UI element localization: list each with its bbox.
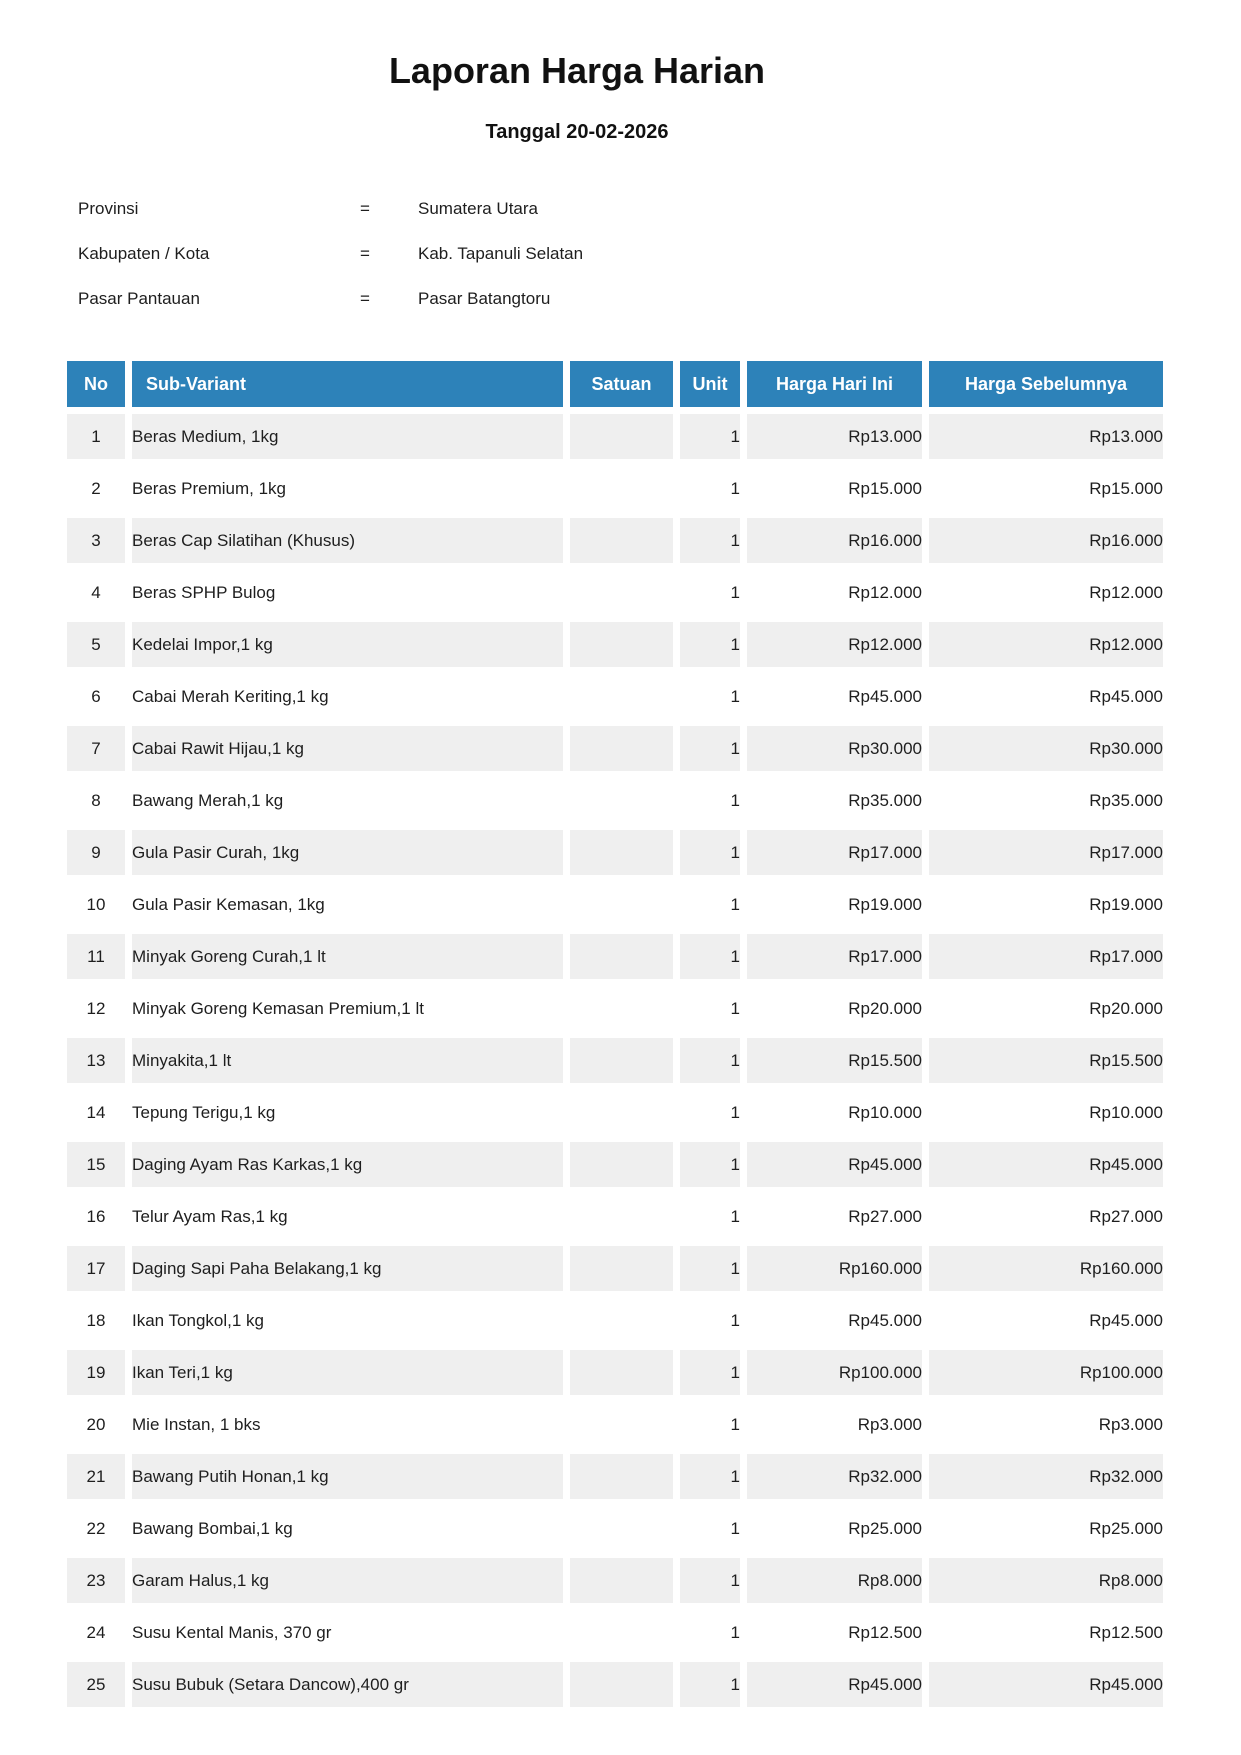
cell-satuan xyxy=(570,934,673,979)
cell-sub-variant: Beras SPHP Bulog xyxy=(132,570,563,615)
cell-sub-variant: Tepung Terigu,1 kg xyxy=(132,1090,563,1135)
cell-satuan xyxy=(570,1506,673,1551)
equals-sign: = xyxy=(360,198,370,218)
cell-unit: 1 xyxy=(680,518,740,563)
meta-row-kabupaten-kota xyxy=(0,231,1241,276)
table-row xyxy=(67,1662,1163,1707)
cell-harga-sebelumnya: Rp27.000 xyxy=(929,1194,1163,1239)
cell-harga-hari-ini: Rp27.000 xyxy=(747,1194,922,1239)
cell-unit: 1 xyxy=(680,830,740,875)
cell-harga-hari-ini: Rp15.000 xyxy=(747,466,922,511)
cell-unit: 1 xyxy=(680,882,740,927)
cell-unit: 1 xyxy=(680,1090,740,1135)
cell-no: 22 xyxy=(67,1506,125,1551)
cell-no: 3 xyxy=(67,518,125,563)
cell-satuan xyxy=(570,778,673,823)
cell-sub-variant: Beras Medium, 1kg xyxy=(132,414,563,459)
table-header-row xyxy=(67,361,1163,407)
cell-harga-sebelumnya: Rp45.000 xyxy=(929,1142,1163,1187)
equals-sign: = xyxy=(360,243,370,263)
table-row xyxy=(67,934,1163,979)
column-header-unit: Unit xyxy=(680,361,740,407)
cell-harga-sebelumnya: Rp12.500 xyxy=(929,1610,1163,1655)
cell-sub-variant: Gula Pasir Curah, 1kg xyxy=(132,830,563,875)
meta-label: Provinsi xyxy=(78,198,139,218)
cell-unit: 1 xyxy=(680,1402,740,1447)
meta-row-provinsi xyxy=(0,186,1241,231)
cell-satuan xyxy=(570,1454,673,1499)
cell-harga-sebelumnya: Rp12.000 xyxy=(929,622,1163,667)
cell-unit: 1 xyxy=(680,726,740,771)
cell-satuan xyxy=(570,882,673,927)
cell-no: 21 xyxy=(67,1454,125,1499)
cell-unit: 1 xyxy=(680,1038,740,1083)
cell-unit: 1 xyxy=(680,1246,740,1291)
cell-sub-variant: Mie Instan, 1 bks xyxy=(132,1402,563,1447)
cell-harga-hari-ini: Rp10.000 xyxy=(747,1090,922,1135)
column-header-harga-sebelumnya: Harga Sebelumnya xyxy=(929,361,1163,407)
cell-harga-hari-ini: Rp45.000 xyxy=(747,1662,922,1707)
cell-unit: 1 xyxy=(680,570,740,615)
cell-satuan xyxy=(570,1142,673,1187)
cell-no: 24 xyxy=(67,1610,125,1655)
cell-harga-hari-ini: Rp17.000 xyxy=(747,934,922,979)
cell-sub-variant: Gula Pasir Kemasan, 1kg xyxy=(132,882,563,927)
cell-unit: 1 xyxy=(680,674,740,719)
cell-harga-sebelumnya: Rp13.000 xyxy=(929,414,1163,459)
table-row xyxy=(67,882,1163,927)
cell-harga-sebelumnya: Rp19.000 xyxy=(929,882,1163,927)
cell-no: 25 xyxy=(67,1662,125,1707)
cell-no: 12 xyxy=(67,986,125,1031)
cell-no: 17 xyxy=(67,1246,125,1291)
cell-no: 5 xyxy=(67,622,125,667)
cell-unit: 1 xyxy=(680,1662,740,1707)
table-row xyxy=(67,1194,1163,1239)
cell-harga-sebelumnya: Rp45.000 xyxy=(929,1662,1163,1707)
table-row xyxy=(67,466,1163,511)
cell-unit: 1 xyxy=(680,1610,740,1655)
cell-unit: 1 xyxy=(680,414,740,459)
cell-sub-variant: Kedelai Impor,1 kg xyxy=(132,622,563,667)
cell-harga-hari-ini: Rp8.000 xyxy=(747,1558,922,1603)
cell-harga-hari-ini: Rp15.500 xyxy=(747,1038,922,1083)
cell-satuan xyxy=(570,1350,673,1395)
report-header xyxy=(67,0,1087,144)
cell-sub-variant: Bawang Putih Honan,1 kg xyxy=(132,1454,563,1499)
cell-no: 10 xyxy=(67,882,125,927)
cell-satuan xyxy=(570,986,673,1031)
cell-harga-hari-ini: Rp12.500 xyxy=(747,1610,922,1655)
cell-unit: 1 xyxy=(680,1506,740,1551)
cell-harga-sebelumnya: Rp20.000 xyxy=(929,986,1163,1031)
column-header-sub-variant: Sub-Variant xyxy=(132,361,563,407)
meta-label: Kabupaten / Kota xyxy=(78,243,210,263)
cell-sub-variant: Ikan Teri,1 kg xyxy=(132,1350,563,1395)
cell-harga-hari-ini: Rp16.000 xyxy=(747,518,922,563)
cell-no: 19 xyxy=(67,1350,125,1395)
cell-sub-variant: Daging Sapi Paha Belakang,1 kg xyxy=(132,1246,563,1291)
table-row xyxy=(67,518,1163,563)
cell-harga-sebelumnya: Rp45.000 xyxy=(929,1298,1163,1343)
cell-sub-variant: Minyak Goreng Curah,1 lt xyxy=(132,934,563,979)
cell-unit: 1 xyxy=(680,466,740,511)
equals-sign: = xyxy=(360,288,370,308)
report-date: Tanggal 20-02-2026 xyxy=(485,121,669,143)
table-row xyxy=(67,1454,1163,1499)
cell-satuan xyxy=(570,570,673,615)
cell-harga-sebelumnya: Rp15.000 xyxy=(929,466,1163,511)
cell-harga-sebelumnya: Rp30.000 xyxy=(929,726,1163,771)
table-row xyxy=(67,1402,1163,1447)
cell-harga-sebelumnya: Rp17.000 xyxy=(929,934,1163,979)
cell-satuan xyxy=(570,518,673,563)
meta-label: Pasar Pantauan xyxy=(78,288,200,308)
column-header-no: No xyxy=(67,361,125,407)
cell-sub-variant: Telur Ayam Ras,1 kg xyxy=(132,1194,563,1239)
cell-no: 1 xyxy=(67,414,125,459)
cell-unit: 1 xyxy=(680,1350,740,1395)
cell-no: 6 xyxy=(67,674,125,719)
cell-harga-sebelumnya: Rp12.000 xyxy=(929,570,1163,615)
table-row xyxy=(67,986,1163,1031)
table-header xyxy=(67,361,1163,407)
price-table xyxy=(60,354,1170,1714)
cell-unit: 1 xyxy=(680,1558,740,1603)
cell-harga-hari-ini: Rp160.000 xyxy=(747,1246,922,1291)
cell-no: 8 xyxy=(67,778,125,823)
cell-sub-variant: Minyakita,1 lt xyxy=(132,1038,563,1083)
cell-sub-variant: Bawang Bombai,1 kg xyxy=(132,1506,563,1551)
cell-satuan xyxy=(570,1610,673,1655)
table-row xyxy=(67,830,1163,875)
table-row xyxy=(67,1610,1163,1655)
cell-unit: 1 xyxy=(680,1142,740,1187)
cell-harga-hari-ini: Rp45.000 xyxy=(747,1142,922,1187)
table-row xyxy=(67,414,1163,459)
cell-satuan xyxy=(570,622,673,667)
meta-value: Kab. Tapanuli Selatan xyxy=(418,243,584,263)
cell-no: 15 xyxy=(67,1142,125,1187)
cell-unit: 1 xyxy=(680,1194,740,1239)
meta-row-pasar-pantauan xyxy=(0,276,1241,321)
table-row xyxy=(67,726,1163,771)
cell-harga-sebelumnya: Rp8.000 xyxy=(929,1558,1163,1603)
cell-no: 18 xyxy=(67,1298,125,1343)
cell-no: 13 xyxy=(67,1038,125,1083)
cell-satuan xyxy=(570,830,673,875)
table-row xyxy=(67,1090,1163,1135)
cell-no: 2 xyxy=(67,466,125,511)
cell-no: 23 xyxy=(67,1558,125,1603)
cell-harga-hari-ini: Rp19.000 xyxy=(747,882,922,927)
cell-harga-hari-ini: Rp12.000 xyxy=(747,570,922,615)
cell-no: 11 xyxy=(67,934,125,979)
cell-harga-sebelumnya: Rp16.000 xyxy=(929,518,1163,563)
cell-sub-variant: Cabai Rawit Hijau,1 kg xyxy=(132,726,563,771)
cell-satuan xyxy=(570,466,673,511)
table-row xyxy=(67,778,1163,823)
table-row xyxy=(67,1038,1163,1083)
table-row xyxy=(67,570,1163,615)
cell-harga-hari-ini: Rp3.000 xyxy=(747,1402,922,1447)
cell-sub-variant: Garam Halus,1 kg xyxy=(132,1558,563,1603)
cell-satuan xyxy=(570,414,673,459)
cell-harga-hari-ini: Rp100.000 xyxy=(747,1350,922,1395)
cell-satuan xyxy=(570,726,673,771)
cell-unit: 1 xyxy=(680,986,740,1031)
table-row xyxy=(67,622,1163,667)
column-header-harga-hari-ini: Harga Hari Ini xyxy=(747,361,922,407)
cell-harga-hari-ini: Rp25.000 xyxy=(747,1506,922,1551)
table-row xyxy=(67,1558,1163,1603)
page-title: Laporan Harga Harian xyxy=(388,50,766,91)
cell-satuan xyxy=(570,1558,673,1603)
cell-harga-sebelumnya: Rp3.000 xyxy=(929,1402,1163,1447)
cell-sub-variant: Susu Kental Manis, 370 gr xyxy=(132,1610,563,1655)
column-header-satuan: Satuan xyxy=(570,361,673,407)
cell-harga-sebelumnya: Rp25.000 xyxy=(929,1506,1163,1551)
cell-harga-hari-ini: Rp45.000 xyxy=(747,674,922,719)
cell-satuan xyxy=(570,1402,673,1447)
cell-harga-sebelumnya: Rp160.000 xyxy=(929,1246,1163,1291)
cell-harga-sebelumnya: Rp32.000 xyxy=(929,1454,1163,1499)
cell-sub-variant: Beras Premium, 1kg xyxy=(132,466,563,511)
cell-sub-variant: Beras Cap Silatihan (Khusus) xyxy=(132,518,563,563)
meta-value: Pasar Batangtoru xyxy=(418,288,551,308)
cell-harga-hari-ini: Rp30.000 xyxy=(747,726,922,771)
cell-no: 14 xyxy=(67,1090,125,1135)
cell-harga-sebelumnya: Rp10.000 xyxy=(929,1090,1163,1135)
cell-harga-sebelumnya: Rp45.000 xyxy=(929,674,1163,719)
meta-value: Sumatera Utara xyxy=(418,198,538,218)
cell-no: 9 xyxy=(67,830,125,875)
cell-satuan xyxy=(570,1298,673,1343)
cell-harga-hari-ini: Rp32.000 xyxy=(747,1454,922,1499)
cell-harga-hari-ini: Rp20.000 xyxy=(747,986,922,1031)
cell-unit: 1 xyxy=(680,622,740,667)
table-row xyxy=(67,1350,1163,1395)
cell-satuan xyxy=(570,1662,673,1707)
cell-sub-variant: Bawang Merah,1 kg xyxy=(132,778,563,823)
cell-no: 4 xyxy=(67,570,125,615)
cell-no: 16 xyxy=(67,1194,125,1239)
cell-unit: 1 xyxy=(680,778,740,823)
cell-satuan xyxy=(570,674,673,719)
cell-sub-variant: Cabai Merah Keriting,1 kg xyxy=(132,674,563,719)
table-row xyxy=(67,1506,1163,1551)
cell-harga-hari-ini: Rp45.000 xyxy=(747,1298,922,1343)
cell-harga-hari-ini: Rp13.000 xyxy=(747,414,922,459)
cell-harga-sebelumnya: Rp17.000 xyxy=(929,830,1163,875)
table-row xyxy=(67,1298,1163,1343)
table-row xyxy=(67,1246,1163,1291)
cell-sub-variant: Susu Bubuk (Setara Dancow),400 gr xyxy=(132,1662,563,1707)
table-row xyxy=(67,1142,1163,1187)
cell-no: 20 xyxy=(67,1402,125,1447)
meta-section xyxy=(0,186,1241,321)
cell-satuan xyxy=(570,1194,673,1239)
cell-harga-hari-ini: Rp17.000 xyxy=(747,830,922,875)
cell-harga-hari-ini: Rp35.000 xyxy=(747,778,922,823)
table-row xyxy=(67,674,1163,719)
cell-sub-variant: Minyak Goreng Kemasan Premium,1 lt xyxy=(132,986,563,1031)
cell-no: 7 xyxy=(67,726,125,771)
cell-satuan xyxy=(570,1038,673,1083)
cell-harga-sebelumnya: Rp35.000 xyxy=(929,778,1163,823)
cell-harga-sebelumnya: Rp15.500 xyxy=(929,1038,1163,1083)
cell-sub-variant: Daging Ayam Ras Karkas,1 kg xyxy=(132,1142,563,1187)
table-body xyxy=(67,414,1163,1707)
cell-unit: 1 xyxy=(680,934,740,979)
cell-unit: 1 xyxy=(680,1454,740,1499)
cell-harga-sebelumnya: Rp100.000 xyxy=(929,1350,1163,1395)
cell-satuan xyxy=(570,1090,673,1135)
cell-unit: 1 xyxy=(680,1298,740,1343)
cell-satuan xyxy=(570,1246,673,1291)
cell-harga-hari-ini: Rp12.000 xyxy=(747,622,922,667)
cell-sub-variant: Ikan Tongkol,1 kg xyxy=(132,1298,563,1343)
